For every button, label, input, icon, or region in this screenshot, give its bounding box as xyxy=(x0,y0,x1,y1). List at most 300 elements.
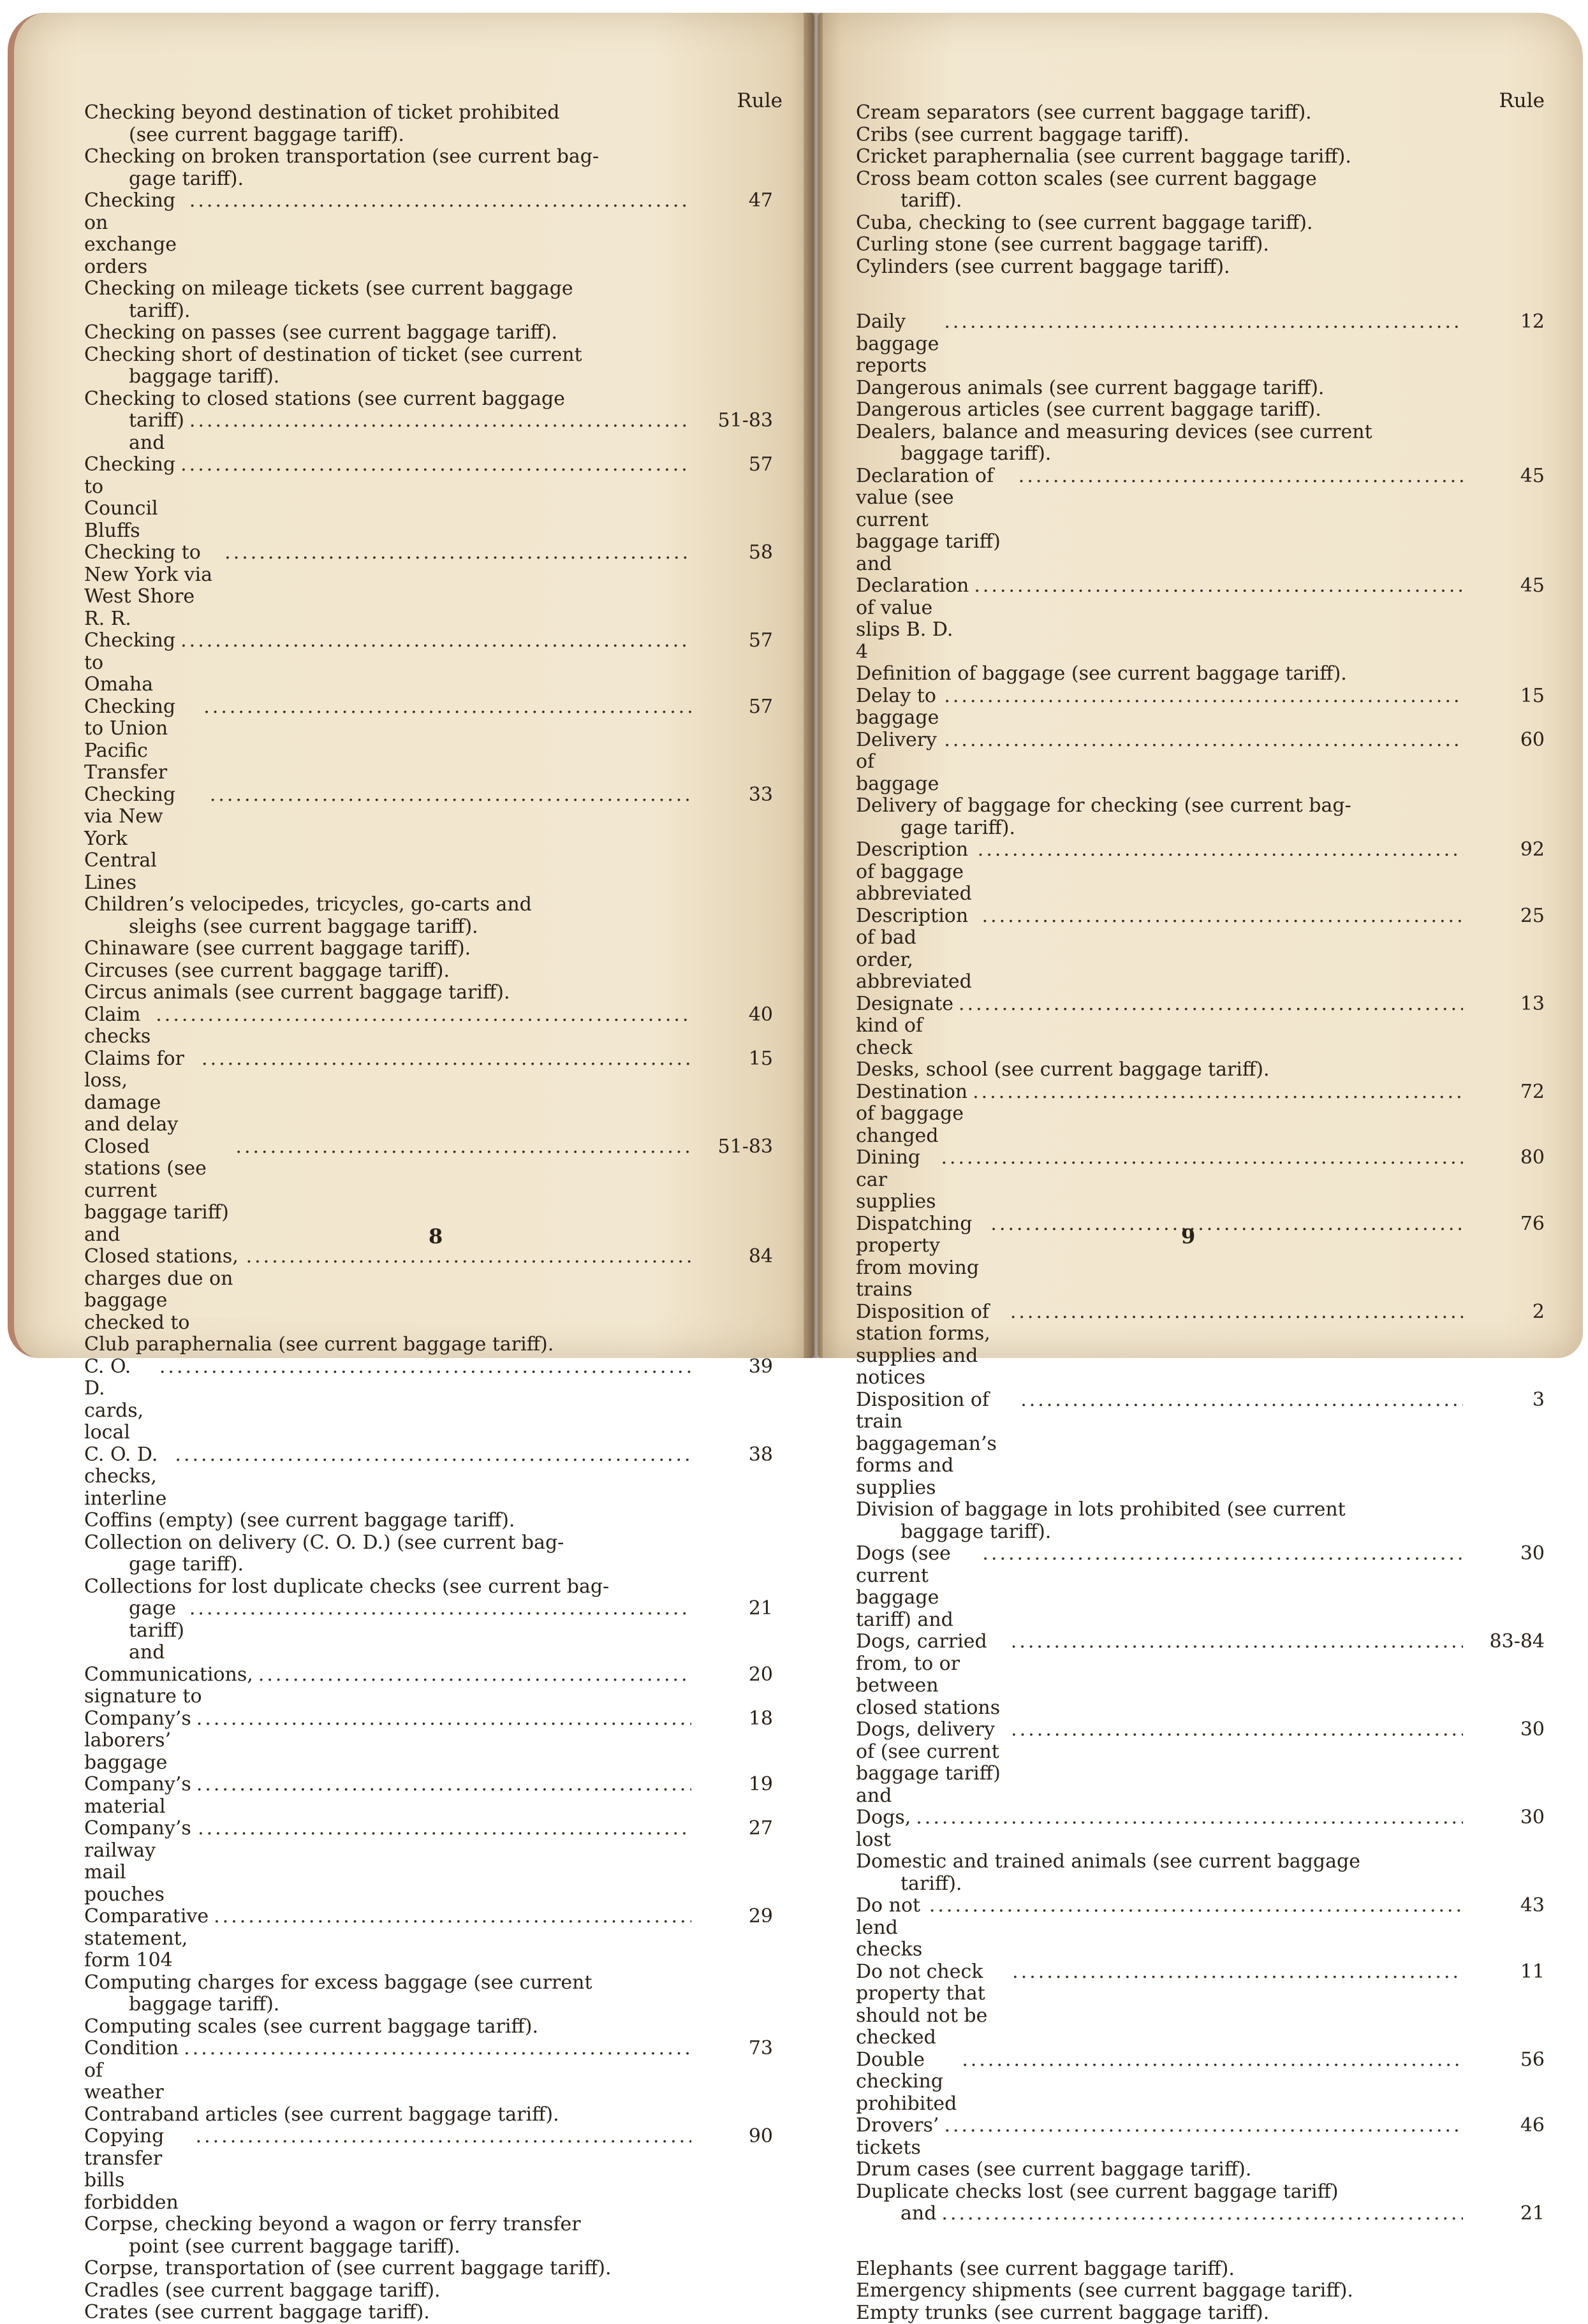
entry-text: Chinaware (see current baggage tariff). xyxy=(84,938,773,960)
index-entry xyxy=(84,1356,773,1444)
leader-dots xyxy=(982,1543,1463,1565)
entry-text: Do not check property that should not be checked xyxy=(856,1961,1007,2049)
index-entry-line xyxy=(84,1664,773,1708)
entry-continuation: baggage tariff). xyxy=(84,366,773,388)
entry-text: Declaration of value (see current baggage tariff) and xyxy=(856,465,1013,576)
rule-number: 21 xyxy=(1468,2203,1545,2225)
entry-text: Description of bad order, abbreviated xyxy=(856,905,977,993)
index-entry-line xyxy=(856,465,1545,576)
index-entry-line xyxy=(84,1532,773,1554)
index-entry-line xyxy=(84,454,773,542)
index-entry xyxy=(856,168,1545,212)
index-entry xyxy=(84,1818,773,1906)
index-entry xyxy=(856,2115,1545,2159)
leader-dots xyxy=(929,1895,1463,1917)
index-entry-line xyxy=(84,542,773,630)
index-entry-line xyxy=(856,663,1545,685)
index-entry xyxy=(84,630,773,696)
leader-dots xyxy=(973,1081,1463,1104)
index-entry-line xyxy=(856,399,1545,421)
page-number: 9 xyxy=(1181,1224,1195,1248)
index-entry xyxy=(84,322,773,344)
index-entry-line xyxy=(856,1301,1545,1389)
index-entry-line xyxy=(856,234,1545,256)
leader-dots xyxy=(189,1598,691,1620)
index-entry xyxy=(84,190,773,278)
index-entry-line xyxy=(84,1972,773,1994)
leader-dots xyxy=(944,311,1463,333)
index-entry-line xyxy=(84,1334,773,1356)
index-entry-line xyxy=(856,729,1545,796)
index-entry-line xyxy=(84,2302,773,2324)
index-entry-line xyxy=(856,1147,1545,1213)
index-entry xyxy=(856,1631,1545,1719)
entry-text: Company’s material xyxy=(84,1774,191,1818)
entry-text: Dogs (see current baggage tariff) and xyxy=(856,1543,977,1631)
index-entry xyxy=(856,575,1545,663)
rule-number: 45 xyxy=(1468,575,1545,597)
index-entry xyxy=(84,2038,773,2104)
entry-continuation: tariff). xyxy=(856,190,1545,212)
entry-text: Designate kind of check xyxy=(856,993,953,1060)
index-entry-line xyxy=(856,1389,1545,1500)
entry-continuation: baggage tariff). xyxy=(856,443,1545,465)
index-entry-line xyxy=(84,1554,773,1576)
leader-dots xyxy=(962,2049,1463,2072)
index-entry-line xyxy=(856,1499,1545,1521)
index-entry-line xyxy=(84,1356,773,1444)
entry-text: Description of baggage abbreviated xyxy=(856,839,973,905)
entry-text: Checking to Omaha xyxy=(84,630,175,696)
entry-text: Contraband articles (see current baggage tariff). xyxy=(84,2104,773,2126)
index-entry-line xyxy=(84,2258,773,2280)
index-entry-line xyxy=(84,1818,773,1906)
index-entry-line xyxy=(856,190,1545,212)
index-entry xyxy=(84,146,773,190)
entry-text: Dogs, carried from, to or between closed stations xyxy=(856,1631,1006,1719)
entry-text: Cylinders (see current baggage tariff). xyxy=(856,256,1545,279)
index-entry-line xyxy=(856,905,1545,993)
entry-continuation: gage tariff) and xyxy=(84,1598,184,1664)
index-entry-line xyxy=(84,322,773,344)
entry-continuation: gage tariff). xyxy=(84,168,773,191)
index-entry xyxy=(84,1774,773,1818)
index-entry-line xyxy=(856,1213,1545,1301)
entry-text: Checking to Council Bluffs xyxy=(84,454,175,542)
entry-text: Circuses (see current baggage tariff). xyxy=(84,960,773,983)
leader-dots xyxy=(944,685,1463,708)
index-entry xyxy=(84,542,773,630)
index-entry-line xyxy=(84,1510,773,1532)
leader-dots xyxy=(189,410,691,432)
rule-number: 47 xyxy=(696,190,773,212)
index-entry-line xyxy=(856,1719,1545,1807)
index-entry xyxy=(84,960,773,983)
index-entry-line xyxy=(84,1994,773,2016)
right-page xyxy=(818,13,1583,1358)
leader-dots xyxy=(1020,1389,1463,1412)
entry-text: Do not lend checks xyxy=(856,1895,924,1961)
index-entry-line xyxy=(856,2049,1545,2116)
index-entry-line xyxy=(856,443,1545,465)
index-entry-line xyxy=(84,1598,773,1664)
entry-text: Daily baggage reports xyxy=(856,311,939,377)
leader-dots xyxy=(184,2038,691,2060)
leader-dots xyxy=(1011,1719,1463,1741)
entry-continuation: point (see current baggage tariff). xyxy=(84,2236,773,2258)
index-entry-line xyxy=(84,1444,773,1510)
leader-dots xyxy=(246,1246,691,1268)
entry-text: Dispatching property from moving trains xyxy=(856,1213,985,1301)
entry-continuation: tariff). xyxy=(84,300,773,323)
entry-text: Computing scales (see current baggage tariff). xyxy=(84,2016,773,2038)
index-entry-line xyxy=(84,1246,773,1334)
rule-number: 56 xyxy=(1468,2049,1545,2072)
entry-text: Checking short of destination of ticket (see current xyxy=(84,344,773,367)
entry-text: Delivery of baggage xyxy=(856,729,939,796)
index-entry-line xyxy=(84,410,773,454)
leader-dots xyxy=(982,905,1463,928)
index-entry-line xyxy=(84,1708,773,1774)
index-entry xyxy=(856,1213,1545,1301)
rule-number: 43 xyxy=(1468,1895,1545,1917)
index-entry xyxy=(856,1719,1545,1807)
entry-text: Checking to New York via West Shore R. R. xyxy=(84,542,219,630)
index-entry xyxy=(856,146,1545,168)
index-entry-line xyxy=(84,982,773,1004)
index-entry xyxy=(84,2214,773,2258)
section-gap xyxy=(856,278,1545,311)
index-entry-line xyxy=(84,278,773,300)
index-entry-line xyxy=(84,168,773,191)
index-entry-line xyxy=(84,1906,773,1972)
index-entry-line xyxy=(84,2236,773,2258)
index-entry-line xyxy=(84,146,773,168)
index-entry xyxy=(84,1444,773,1510)
entry-continuation: baggage tariff). xyxy=(84,1994,773,2016)
entry-text: Cradles (see current baggage tariff). xyxy=(84,2280,773,2302)
entry-text: Delivery of baggage for checking (see current bag- xyxy=(856,795,1545,817)
rule-number: 30 xyxy=(1468,1719,1545,1741)
index-entry xyxy=(856,663,1545,685)
entry-text: Checking on broken transportation (see current bag- xyxy=(84,146,773,168)
index-entry xyxy=(856,102,1545,124)
index-entry-line xyxy=(84,366,773,388)
index-entry-line xyxy=(84,960,773,983)
entry-text: Dogs, delivery of (see current baggage tariff) and xyxy=(856,1719,1006,1807)
rule-number: 57 xyxy=(696,696,773,719)
leader-dots xyxy=(156,1004,691,1027)
index-entry xyxy=(856,377,1545,400)
index-entry-line xyxy=(856,993,1545,1060)
index-column xyxy=(84,102,773,2324)
index-entry xyxy=(856,993,1545,1060)
rule-number: 92 xyxy=(1468,839,1545,861)
leader-dots xyxy=(235,1136,691,1158)
index-entry xyxy=(84,1510,773,1532)
rule-number: 80 xyxy=(1468,1147,1545,1169)
section-gap xyxy=(856,2225,1545,2258)
entry-text: Corpse, checking beyond a wagon or ferry transfer xyxy=(84,2214,773,2236)
entry-text: Duplicate checks lost (see current baggage tariff) xyxy=(856,2181,1339,2203)
rule-number: 18 xyxy=(696,1708,773,1730)
rule-number: 12 xyxy=(1468,311,1545,333)
rule-number: 20 xyxy=(696,1664,773,1686)
leader-dots xyxy=(941,1147,1463,1169)
book-gutter xyxy=(804,13,823,1358)
entry-text: Definition of baggage (see current baggage tariff). xyxy=(856,663,1545,685)
index-entry xyxy=(856,1807,1545,1851)
rule-number: 39 xyxy=(696,1356,773,1378)
leader-dots xyxy=(180,454,691,476)
open-book xyxy=(8,13,1583,1358)
index-entry-line xyxy=(84,784,773,895)
index-entry-line xyxy=(856,1895,1545,1961)
index-entry xyxy=(856,1851,1545,1895)
index-entry xyxy=(856,1059,1545,1081)
index-entry-line xyxy=(856,2159,1545,2181)
index-entry xyxy=(856,839,1545,905)
index-entry-line xyxy=(856,2203,1545,2225)
index-entry-line xyxy=(856,795,1545,817)
index-entry-line xyxy=(84,1576,773,1598)
index-entry-line xyxy=(84,344,773,367)
leader-dots xyxy=(974,575,1463,597)
index-entry-line xyxy=(84,2280,773,2302)
entry-text: Dogs, lost xyxy=(856,1807,911,1851)
index-entry xyxy=(84,1048,773,1136)
index-entry-line xyxy=(84,190,773,278)
leader-dots xyxy=(159,1356,691,1378)
index-column xyxy=(856,102,1545,2324)
index-entry xyxy=(84,1708,773,1774)
index-entry-line xyxy=(856,1543,1545,1631)
index-entry xyxy=(856,2049,1545,2116)
index-entry xyxy=(84,1906,773,1972)
entry-continuation: gage tariff). xyxy=(856,817,1545,840)
rule-number: 15 xyxy=(1468,685,1545,708)
entry-text: Disposition of station forms, supplies and notices xyxy=(856,1301,1005,1389)
entry-text: C. O. D. checks, interline xyxy=(84,1444,170,1510)
rule-number: 13 xyxy=(1468,993,1545,1016)
leader-dots xyxy=(180,630,691,652)
leader-dots xyxy=(198,1818,691,1840)
rule-number: 90 xyxy=(696,2126,773,2148)
leader-dots xyxy=(959,993,1463,1016)
index-entry xyxy=(856,421,1545,465)
index-entry-line xyxy=(84,630,773,696)
entry-continuation: (see current baggage tariff). xyxy=(84,124,773,147)
rule-number: 29 xyxy=(696,1906,773,1928)
rule-number: 40 xyxy=(696,1004,773,1027)
index-entry-line xyxy=(84,696,773,784)
entry-text: Collections for lost duplicate checks (see current bag- xyxy=(84,1576,609,1598)
entry-continuation: gage tariff). xyxy=(84,1554,773,1576)
leader-dots xyxy=(941,2203,1463,2225)
index-entry xyxy=(84,2258,773,2280)
entry-continuation: tariff). xyxy=(856,1873,1545,1896)
index-entry-line xyxy=(856,1851,1545,1873)
entry-text: Computing charges for excess baggage (see current xyxy=(84,1972,773,1994)
index-entry-line xyxy=(84,2126,773,2214)
index-entry xyxy=(856,1389,1545,1500)
rule-number: 45 xyxy=(1468,465,1545,488)
index-entry-line xyxy=(856,124,1545,147)
entry-text: Cream separators (see current baggage tariff). xyxy=(856,102,1545,124)
entry-text: Dangerous animals (see current baggage tariff). xyxy=(856,377,1545,400)
entry-text: Domestic and trained animals (see current baggage xyxy=(856,1851,1545,1873)
index-entry-line xyxy=(84,916,773,939)
index-entry xyxy=(84,982,773,1004)
leader-dots xyxy=(175,1444,691,1466)
index-entry xyxy=(856,2159,1545,2181)
leader-dots xyxy=(189,190,691,212)
entry-text: Corpse, transportation of (see current baggage tariff). xyxy=(84,2258,773,2280)
rule-number: 21 xyxy=(696,1598,773,1620)
entry-text: Checking to Union Pacific Transfer xyxy=(84,696,198,784)
index-entry-line xyxy=(84,894,773,916)
entry-text: Condition of weather xyxy=(84,2038,179,2104)
entry-text: Delay to baggage xyxy=(856,685,939,729)
leader-dots xyxy=(944,729,1463,752)
index-entry-line xyxy=(84,2016,773,2038)
index-entry xyxy=(84,1576,773,1664)
rule-number: 27 xyxy=(696,1818,773,1840)
index-entry xyxy=(856,1147,1545,1213)
entry-text: Collection on delivery (C. O. D.) (see current bag- xyxy=(84,1532,773,1554)
rule-number: 84 xyxy=(696,1246,773,1268)
index-entry xyxy=(856,685,1545,729)
index-entry-line xyxy=(84,388,773,411)
index-entry-line xyxy=(856,2181,1545,2203)
entry-text: Closed stations, charges due on baggage checked to xyxy=(84,1246,241,1334)
index-entry-line xyxy=(856,685,1545,729)
entry-text: Division of baggage in lots prohibited (see current xyxy=(856,1499,1545,1521)
rule-number: 72 xyxy=(1468,1081,1545,1104)
entry-text: Checking via New York Central Lines xyxy=(84,784,205,895)
leader-dots xyxy=(990,1213,1463,1236)
index-entry xyxy=(856,399,1545,421)
index-entry xyxy=(856,1081,1545,1148)
rule-number: 11 xyxy=(1468,1961,1545,1984)
index-entry xyxy=(84,388,773,455)
rule-column-header: Rule xyxy=(1499,89,1545,112)
index-entry xyxy=(856,729,1545,796)
index-entry-line xyxy=(84,300,773,323)
index-entry-line xyxy=(84,124,773,147)
rule-number: 46 xyxy=(1468,2115,1545,2137)
index-entry xyxy=(856,795,1545,839)
entry-text: Cribs (see current baggage tariff). xyxy=(856,124,1545,147)
index-entry-line xyxy=(84,2214,773,2236)
index-entry xyxy=(84,2104,773,2126)
index-entry-line xyxy=(856,421,1545,444)
entry-text: Dining car supplies xyxy=(856,1147,936,1213)
entry-text: Cuba, checking to (see current baggage tariff). xyxy=(856,212,1545,235)
index-entry xyxy=(856,256,1545,279)
index-entry xyxy=(84,1664,773,1708)
index-entry-line xyxy=(856,817,1545,840)
leader-dots xyxy=(196,2126,691,2148)
index-entry-line xyxy=(856,1521,1545,1544)
index-entry-line xyxy=(856,2115,1545,2159)
entry-text: Copying transfer bills forbidden xyxy=(84,2126,191,2214)
index-entry xyxy=(856,234,1545,256)
index-entry-line xyxy=(84,102,773,124)
index-entry xyxy=(84,278,773,322)
entry-text: Company’s railway mail pouches xyxy=(84,1818,193,1906)
index-entry xyxy=(856,1301,1545,1389)
index-entry-line xyxy=(856,1807,1545,1851)
entry-text: Checking beyond destination of ticket prohibited xyxy=(84,102,773,124)
entry-text: Dealers, balance and measuring devices (see current xyxy=(856,421,1545,444)
index-entry xyxy=(84,938,773,960)
index-entry xyxy=(856,311,1545,377)
entry-text: Declaration of value slips B. D. 4 xyxy=(856,575,969,663)
leader-dots xyxy=(916,1807,1463,1829)
index-entry-line xyxy=(856,1961,1545,2049)
index-entry xyxy=(84,2126,773,2214)
index-entry-line xyxy=(856,168,1545,191)
index-entry-line xyxy=(84,1774,773,1818)
entry-text: Curling stone (see current baggage tariff). xyxy=(856,234,1545,256)
index-entry xyxy=(84,696,773,784)
index-entry-line xyxy=(84,2038,773,2104)
entry-text: C. O. D. cards, local xyxy=(84,1356,154,1444)
rule-number: 15 xyxy=(696,1048,773,1071)
rule-number: 38 xyxy=(696,1444,773,1466)
entry-text: Desks, school (see current baggage tariff). xyxy=(856,1059,1545,1081)
index-entry-line xyxy=(856,2258,1545,2281)
entry-text: Club paraphernalia (see current baggage tariff). xyxy=(84,1334,773,1356)
rule-number: 60 xyxy=(1468,729,1545,752)
rule-number: 2 xyxy=(1468,1301,1545,1324)
entry-text: Comparative statement, form 104 xyxy=(84,1906,209,1972)
index-entry-line xyxy=(856,839,1545,905)
index-entry xyxy=(84,1334,773,1356)
index-entry xyxy=(856,905,1545,993)
index-entry-line xyxy=(856,1873,1545,1896)
entry-text: Drum cases (see current baggage tariff). xyxy=(856,2159,1545,2181)
index-entry xyxy=(84,2302,773,2324)
entry-continuation: tariff) and xyxy=(84,410,184,454)
entry-text: Children’s velocipedes, tricycles, go-carts and xyxy=(84,894,773,916)
index-entry-line xyxy=(856,575,1545,663)
entry-text: Dangerous articles (see current baggage tariff). xyxy=(856,399,1545,421)
index-entry-line xyxy=(856,311,1545,377)
index-entry xyxy=(84,894,773,938)
rule-number: 83-84 xyxy=(1468,1631,1545,1653)
entry-text: Checking on mileage tickets (see current baggage xyxy=(84,278,773,300)
index-entry xyxy=(856,1895,1545,1961)
rule-number: 19 xyxy=(696,1774,773,1796)
leader-dots xyxy=(1018,465,1463,488)
index-entry xyxy=(856,124,1545,147)
index-entry xyxy=(84,784,773,895)
index-entry xyxy=(856,2258,1545,2281)
entry-text: Claim checks xyxy=(84,1004,151,1048)
entry-text: Checking on exchange orders xyxy=(84,190,184,278)
index-entry xyxy=(84,1004,773,1048)
index-entry-line xyxy=(856,377,1545,400)
leader-dots xyxy=(1010,1301,1463,1324)
rule-number: 73 xyxy=(696,2038,773,2060)
rule-number: 33 xyxy=(696,784,773,807)
index-entry xyxy=(84,2280,773,2302)
leader-dots xyxy=(978,839,1463,861)
index-entry-line xyxy=(856,146,1545,168)
index-entry-line xyxy=(84,1004,773,1048)
